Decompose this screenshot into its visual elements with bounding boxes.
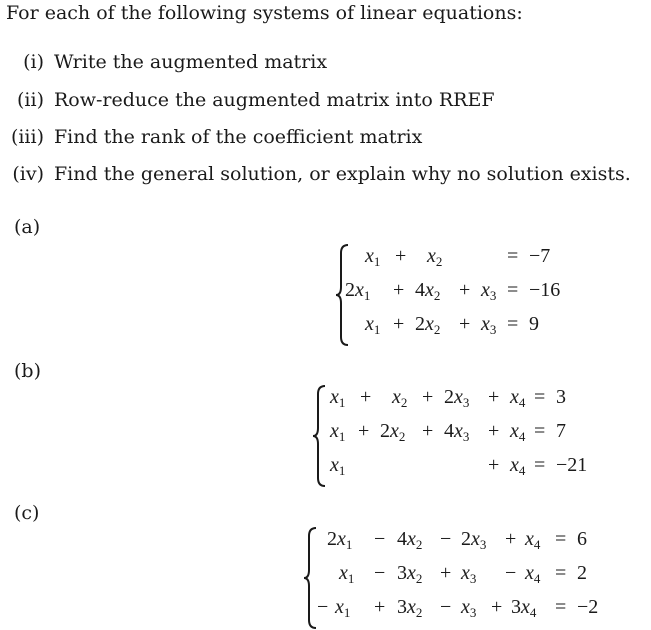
term: $x_1$ (335, 596, 351, 620)
rhs-value: 7 (556, 420, 566, 442)
term: $4x_2$ (397, 528, 423, 552)
term: $x_4$ (525, 562, 541, 586)
operator: + (360, 386, 372, 408)
task-text: Row-reduce the augmented matrix into RREF (54, 89, 495, 111)
operator: − (317, 596, 329, 618)
rhs-value: 6 (577, 528, 587, 550)
operator: + (488, 454, 500, 476)
rhs-value: 3 (556, 386, 566, 408)
task-iv (0, 163, 631, 185)
operator: + (393, 313, 405, 335)
operator: = (534, 454, 546, 476)
operator: + (488, 386, 500, 408)
operator: = (555, 596, 567, 618)
operator: + (422, 386, 434, 408)
operator: + (358, 420, 370, 442)
task-number: (ii) (17, 89, 44, 111)
operator: + (491, 596, 503, 618)
operator: + (459, 313, 471, 335)
operator: + (505, 528, 517, 550)
operator: = (507, 313, 519, 335)
operator: = (534, 420, 546, 442)
term: $2x_3$ (461, 528, 487, 552)
term: $x_3$ (461, 596, 477, 620)
operator: = (534, 386, 546, 408)
operator: − (440, 596, 452, 618)
term: $2x_2$ (415, 313, 441, 337)
term: $x_1$ (330, 386, 346, 410)
term: $x_4$ (510, 386, 526, 410)
term: $2x_1$ (345, 279, 371, 303)
term: $4x_3$ (444, 420, 470, 444)
term: $x_1$ (365, 313, 381, 337)
operator: − (374, 528, 386, 550)
term: $x_3$ (481, 279, 497, 303)
task-i (0, 51, 327, 73)
operator: + (488, 420, 500, 442)
term: $2x_1$ (327, 528, 353, 552)
task-text: Find the rank of the coefficient matrix (54, 126, 423, 148)
intro-text: For each of the following systems of linear equations: (6, 2, 523, 24)
operator: + (459, 279, 471, 301)
rhs-value: −21 (556, 454, 588, 476)
operator: + (422, 420, 434, 442)
term: $x_3$ (461, 562, 477, 586)
task-number: (i) (23, 51, 44, 73)
term: $x_4$ (510, 454, 526, 478)
rhs-value: −7 (529, 245, 551, 267)
task-ii (0, 89, 495, 111)
term: $2x_2$ (380, 420, 406, 444)
task-iii (0, 126, 422, 148)
operator: = (555, 562, 567, 584)
term: $x_1$ (330, 420, 346, 444)
task-number: (iii) (10, 126, 44, 148)
rhs-value: 9 (529, 313, 539, 335)
term: $x_4$ (525, 528, 541, 552)
term: $x_1$ (339, 562, 355, 586)
term: $3x_2$ (397, 562, 423, 586)
operator: = (555, 528, 567, 550)
system-c (303, 526, 623, 630)
part-b-label: (b) (14, 360, 41, 382)
system-a (335, 243, 595, 347)
operator: − (505, 562, 517, 584)
operator: = (507, 245, 519, 267)
term: $4x_2$ (415, 279, 441, 303)
term: $2x_3$ (444, 386, 470, 410)
system-b (312, 384, 612, 488)
left-brace-icon (312, 384, 328, 488)
operator: + (440, 562, 452, 584)
operator: − (374, 562, 386, 584)
term: $x_1$ (365, 245, 381, 269)
term: $x_4$ (510, 420, 526, 444)
rhs-value: −2 (577, 596, 599, 618)
operator: − (440, 528, 452, 550)
rhs-value: 2 (577, 562, 587, 584)
rhs-value: −16 (529, 279, 561, 301)
task-number: (iv) (12, 163, 44, 185)
task-text: Write the augmented matrix (54, 51, 328, 73)
operator: + (374, 596, 386, 618)
operator: + (393, 279, 405, 301)
operator: = (507, 279, 519, 301)
term: $3x_2$ (397, 596, 423, 620)
term: $x_2$ (427, 245, 443, 269)
task-text: Find the general solution, or explain why no solution exists. (54, 163, 631, 185)
term: $x_3$ (481, 313, 497, 337)
part-a-label: (a) (14, 216, 41, 238)
term: $x_1$ (330, 454, 346, 478)
term: $3x_4$ (511, 596, 537, 620)
operator: + (395, 245, 407, 267)
part-c-label: (c) (14, 502, 40, 524)
term: $x_2$ (392, 386, 408, 410)
